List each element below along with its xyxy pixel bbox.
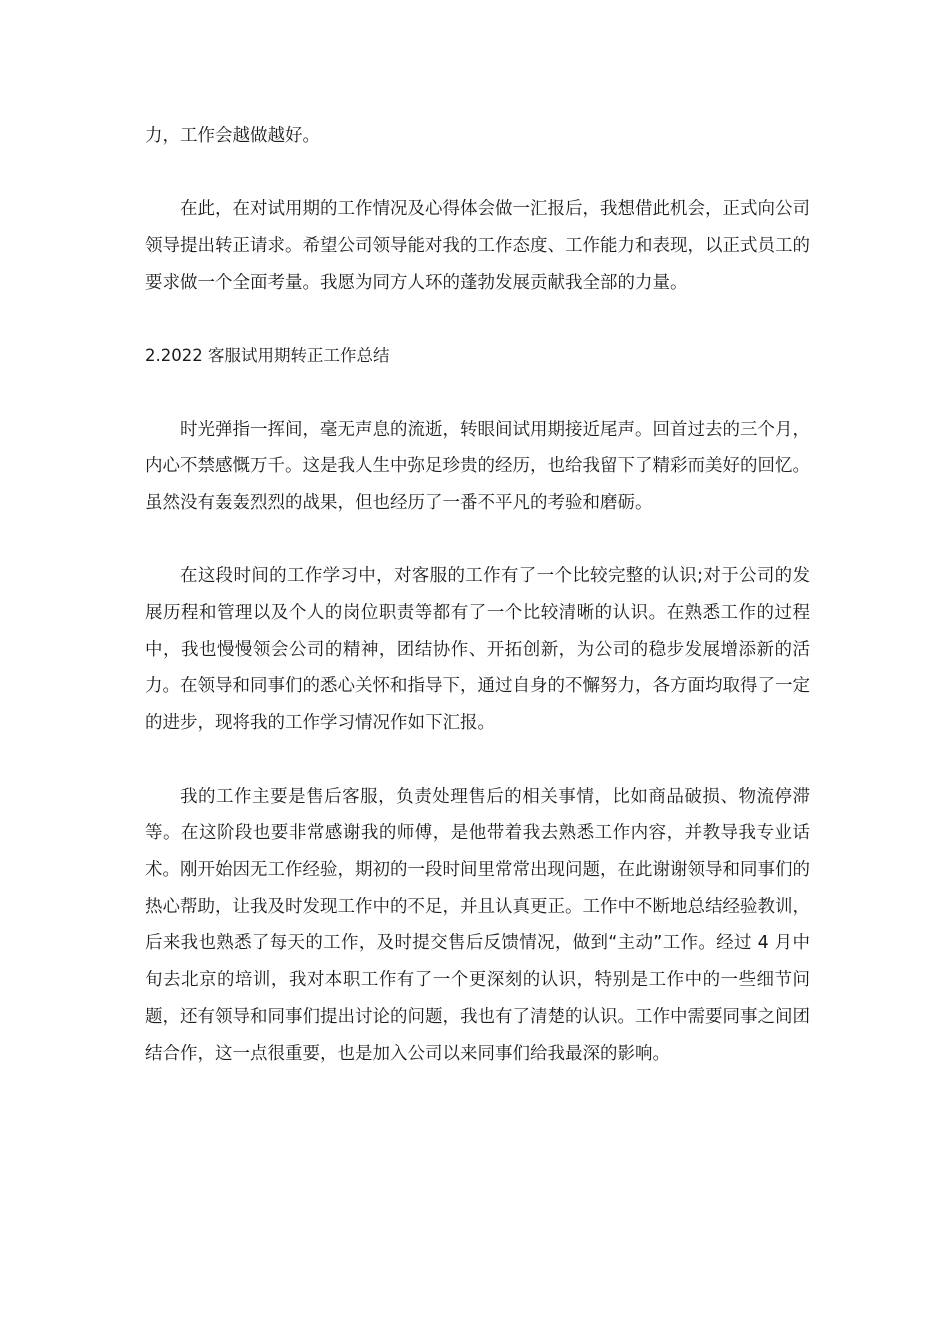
paragraph-work-details: 我的工作主要是售后客服，负责处理售后的相关事情，比如商品破损、物流停滞等。在这阶段也要非常感谢我的师傅，是他带着我去熟悉工作内容，并教导我专业话术。刚开始因无工作经验，期初的一段时间里常常出现问题，在此谢谢领导和同事们的热心帮助，让我及时发现工作中的不足，并且认真更正。工作中不断地总结经验教训，后来我也熟悉了每天的工作，及时提交售后反馈情况，做到“主动”工作。经过 4 月中旬去北京的培训，我对本职工作有了一个更深刻的认识，特别是工作中的一些细节问题，还有领导和同事们提出讨论的问题，我也有了清楚的认识。工作中需要同事之间团结合作，这一点很重要，也是加入公司以来同事们给我最深的影响。 (145, 786, 810, 1064)
section-heading: 2.2022 客服试用期转正工作总结 (145, 346, 390, 366)
paragraph-request: 在此，在对试用期的工作情况及心得体会做一汇报后，我想借此机会，正式向公司领导提出转正请求。希望公司领导能对我的工作态度、工作能力和表现，以正式员工的要求做一个全面考量。我愿为同方人环的蓬勃发展贡献我全部的力量。 (145, 199, 810, 293)
paragraph-learning: 在这段时间的工作学习中，对客服的工作有了一个比较完整的认识;对于公司的发展历程和管理以及个人的岗位职责等都有了一个比较清晰的认识。在熟悉工作的过程中，我也慢慢领会公司的精神，团结协作、开拓创新，为公司的稳步发展增添新的活力。在领导和同事们的悉心关怀和指导下，通过自身的不懈努力，各方面均取得了一定的进步，现将我的工作学习情况作如下汇报。 (145, 566, 810, 734)
paragraph-intro: 时光弹指一挥间，毫无声息的流逝，转眼间试用期接近尾声。回首过去的三个月，内心不禁感慨万千。这是我人生中弥足珍贵的经历，也给我留下了精彩而美好的回忆。虽然没有轰轰烈烈的战果，但也经历了一番不平凡的考验和磨砺。 (145, 419, 810, 513)
paragraph-continuation: 力，工作会越做越好。 (145, 126, 320, 146)
document-body (145, 118, 810, 1072)
